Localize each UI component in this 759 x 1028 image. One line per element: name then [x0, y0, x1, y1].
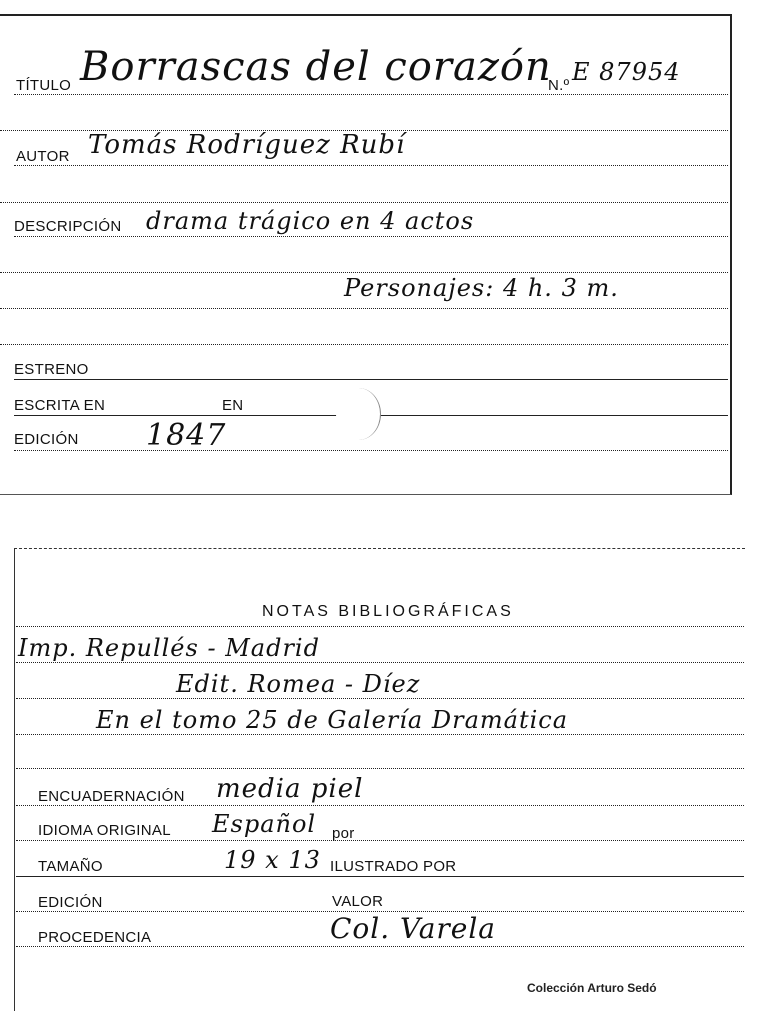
rule-line	[16, 662, 744, 663]
escrita-en-label: ESCRITA EN	[14, 397, 106, 414]
erased-mark	[336, 388, 381, 440]
tamano-label: TAMAÑO	[38, 858, 103, 875]
rule-line	[0, 272, 728, 273]
en-label: EN	[222, 397, 244, 414]
rule-line	[16, 805, 744, 806]
idioma-original-label: IDIOMA ORIGINAL	[38, 822, 171, 839]
rule-line	[14, 379, 728, 380]
collection-footer: Colección Arturo Sedó	[527, 981, 657, 995]
rule-line	[0, 202, 728, 203]
procedencia-label: PROCEDENCIA	[38, 929, 152, 946]
procedencia-value: Col. Varela	[330, 912, 496, 945]
ilustrado-por-label: ILUSTRADO POR	[330, 858, 457, 875]
rule-line	[14, 450, 728, 451]
edicion-label: EDICIÓN	[14, 431, 79, 448]
rule-line	[16, 946, 744, 947]
autor-label: AUTOR	[16, 148, 70, 165]
idioma-original-value: Español	[212, 810, 317, 838]
personajes-value: Personajes: 4 h. 3 m.	[344, 274, 619, 302]
tamano-value: 19 x 13	[224, 846, 321, 874]
edicion-value: 1847	[146, 418, 227, 453]
rule-line	[14, 165, 728, 166]
edicion-label-2: EDICIÓN	[38, 894, 103, 911]
rule-line	[16, 840, 744, 841]
note-line-1: Imp. Repullés - Madrid	[18, 634, 320, 662]
note-line-2: Edit. Romea - Díez	[176, 670, 421, 698]
por-label: por	[332, 825, 355, 842]
estreno-label: ESTRENO	[14, 361, 89, 378]
descripcion-label: DESCRIPCIÓN	[14, 218, 122, 235]
notas-heading: NOTAS BIBLIOGRÁFICAS	[262, 603, 514, 620]
note-line-3: En el tomo 25 de Galería Dramática	[96, 706, 569, 734]
rule-line	[16, 768, 744, 769]
titulo-value: Borrascas del corazón	[80, 44, 552, 90]
autor-value: Tomás Rodríguez Rubí	[88, 130, 406, 160]
rule-line	[14, 236, 728, 237]
rule-line	[16, 626, 744, 627]
valor-label: VALOR	[332, 893, 384, 910]
numero-value: E 87954	[572, 58, 681, 86]
rule-line	[16, 734, 744, 735]
rule-line	[16, 876, 744, 877]
encuadernacion-value: media piel	[216, 774, 364, 804]
rule-line	[16, 698, 744, 699]
rule-line	[0, 308, 728, 309]
numero-label: N.º	[548, 77, 570, 94]
rule-line	[0, 344, 728, 345]
descripcion-value: drama trágico en 4 actos	[146, 207, 475, 235]
rule-line	[14, 94, 728, 95]
titulo-label: TÍTULO	[16, 77, 72, 94]
encuadernacion-label: ENCUADERNACIÓN	[38, 788, 185, 805]
